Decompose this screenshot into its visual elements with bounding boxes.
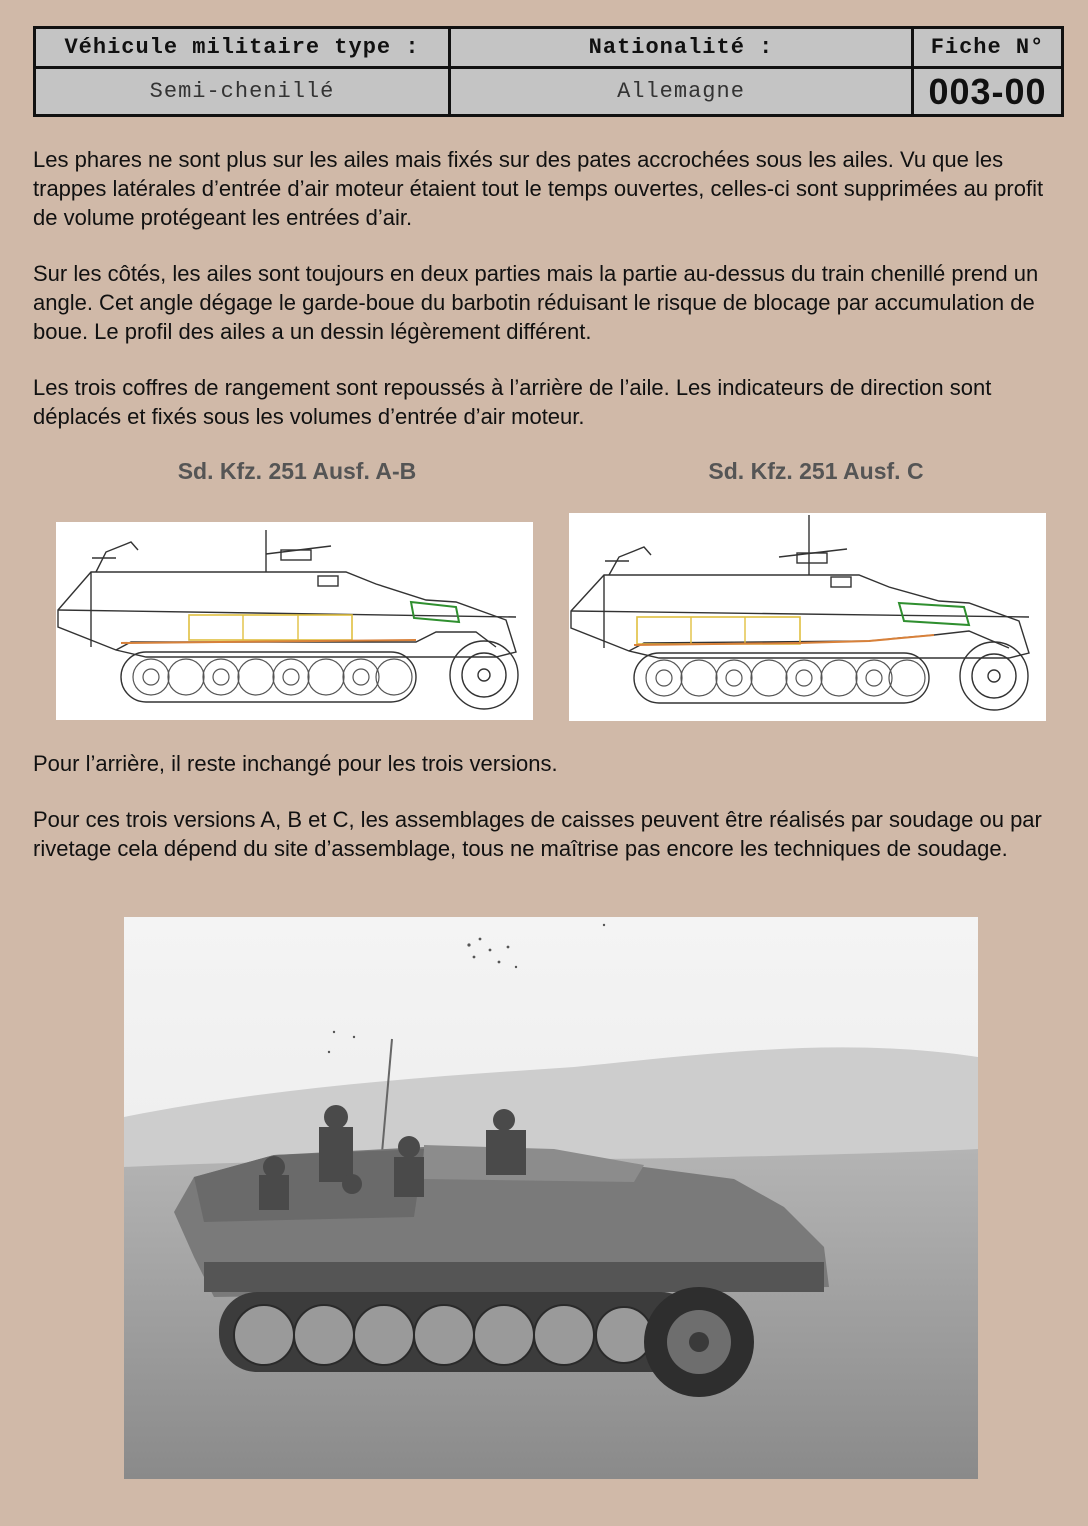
- paragraph-storage: Les trois coffres de rangement sont repoussés à l’arrière de l’aile. Les indicateurs de direction sont déplacés et fixés sous les volumes d’entrée d’air moteur.: [33, 375, 992, 429]
- paragraph-rear: Pour l’arrière, il reste inchangé pour les trois versions.: [33, 751, 558, 776]
- halftrack-photo-illustration: [124, 917, 978, 1479]
- sheet-number-value: 003-00: [913, 68, 1063, 116]
- halftrack-drawing-c: [569, 513, 1046, 721]
- vehicle-type-value: Semi-chenillé: [35, 68, 450, 116]
- halftrack-drawing-a-b: [56, 522, 533, 720]
- caption-ausf-a-b: Sd. Kfz. 251 Ausf. A-B: [177, 458, 417, 484]
- storage-boxes-highlight: [189, 615, 352, 640]
- info-header-table: [33, 26, 1064, 117]
- nationality-label: Nationalité :: [450, 28, 913, 68]
- air-intake-highlight: [411, 602, 459, 622]
- sheet-number-label: Fiche N°: [913, 28, 1063, 68]
- air-intake-highlight: [899, 603, 969, 625]
- paragraph-fenders: Sur les côtés, les ailes sont toujours en deux parties mais la partie au-dessus du train chenillé prend un angle. Cet angle dégage le garde-boue du barbotin réduisant le risque de blocage par accumulation de boue. Le profil des ailes a un dessin légèrement différent.: [33, 261, 1039, 344]
- drawing-ausf-a-b: [56, 522, 533, 720]
- nationality-value: Allemagne: [450, 68, 913, 116]
- drawing-ausf-c: [569, 513, 1046, 721]
- paragraph-headlights: Les phares ne sont plus sur les ailes mais fixés sur des pates accrochées sous les ailes. Vu que les trappes latérales d’entrée d’air moteur étaient tout le temps ouvertes, celles-ci sont supprimées au profit de volume protégeant les entrées d’air.: [33, 147, 1044, 230]
- storage-boxes-highlight: [637, 617, 800, 644]
- halftrack-photo: [124, 917, 978, 1479]
- caption-ausf-c: Sd. Kfz. 251 Ausf. C: [708, 458, 924, 484]
- paragraph-assembly: Pour ces trois versions A, B et C, les assemblages de caisses peuvent être réalisés par soudage ou par rivetage cela dépend du site d’assemblage, tous ne maîtrise pas encore les techniques de soudage.: [33, 807, 1042, 861]
- fender-highlight: [634, 635, 934, 645]
- vehicle-type-label: Véhicule militaire type :: [35, 28, 450, 68]
